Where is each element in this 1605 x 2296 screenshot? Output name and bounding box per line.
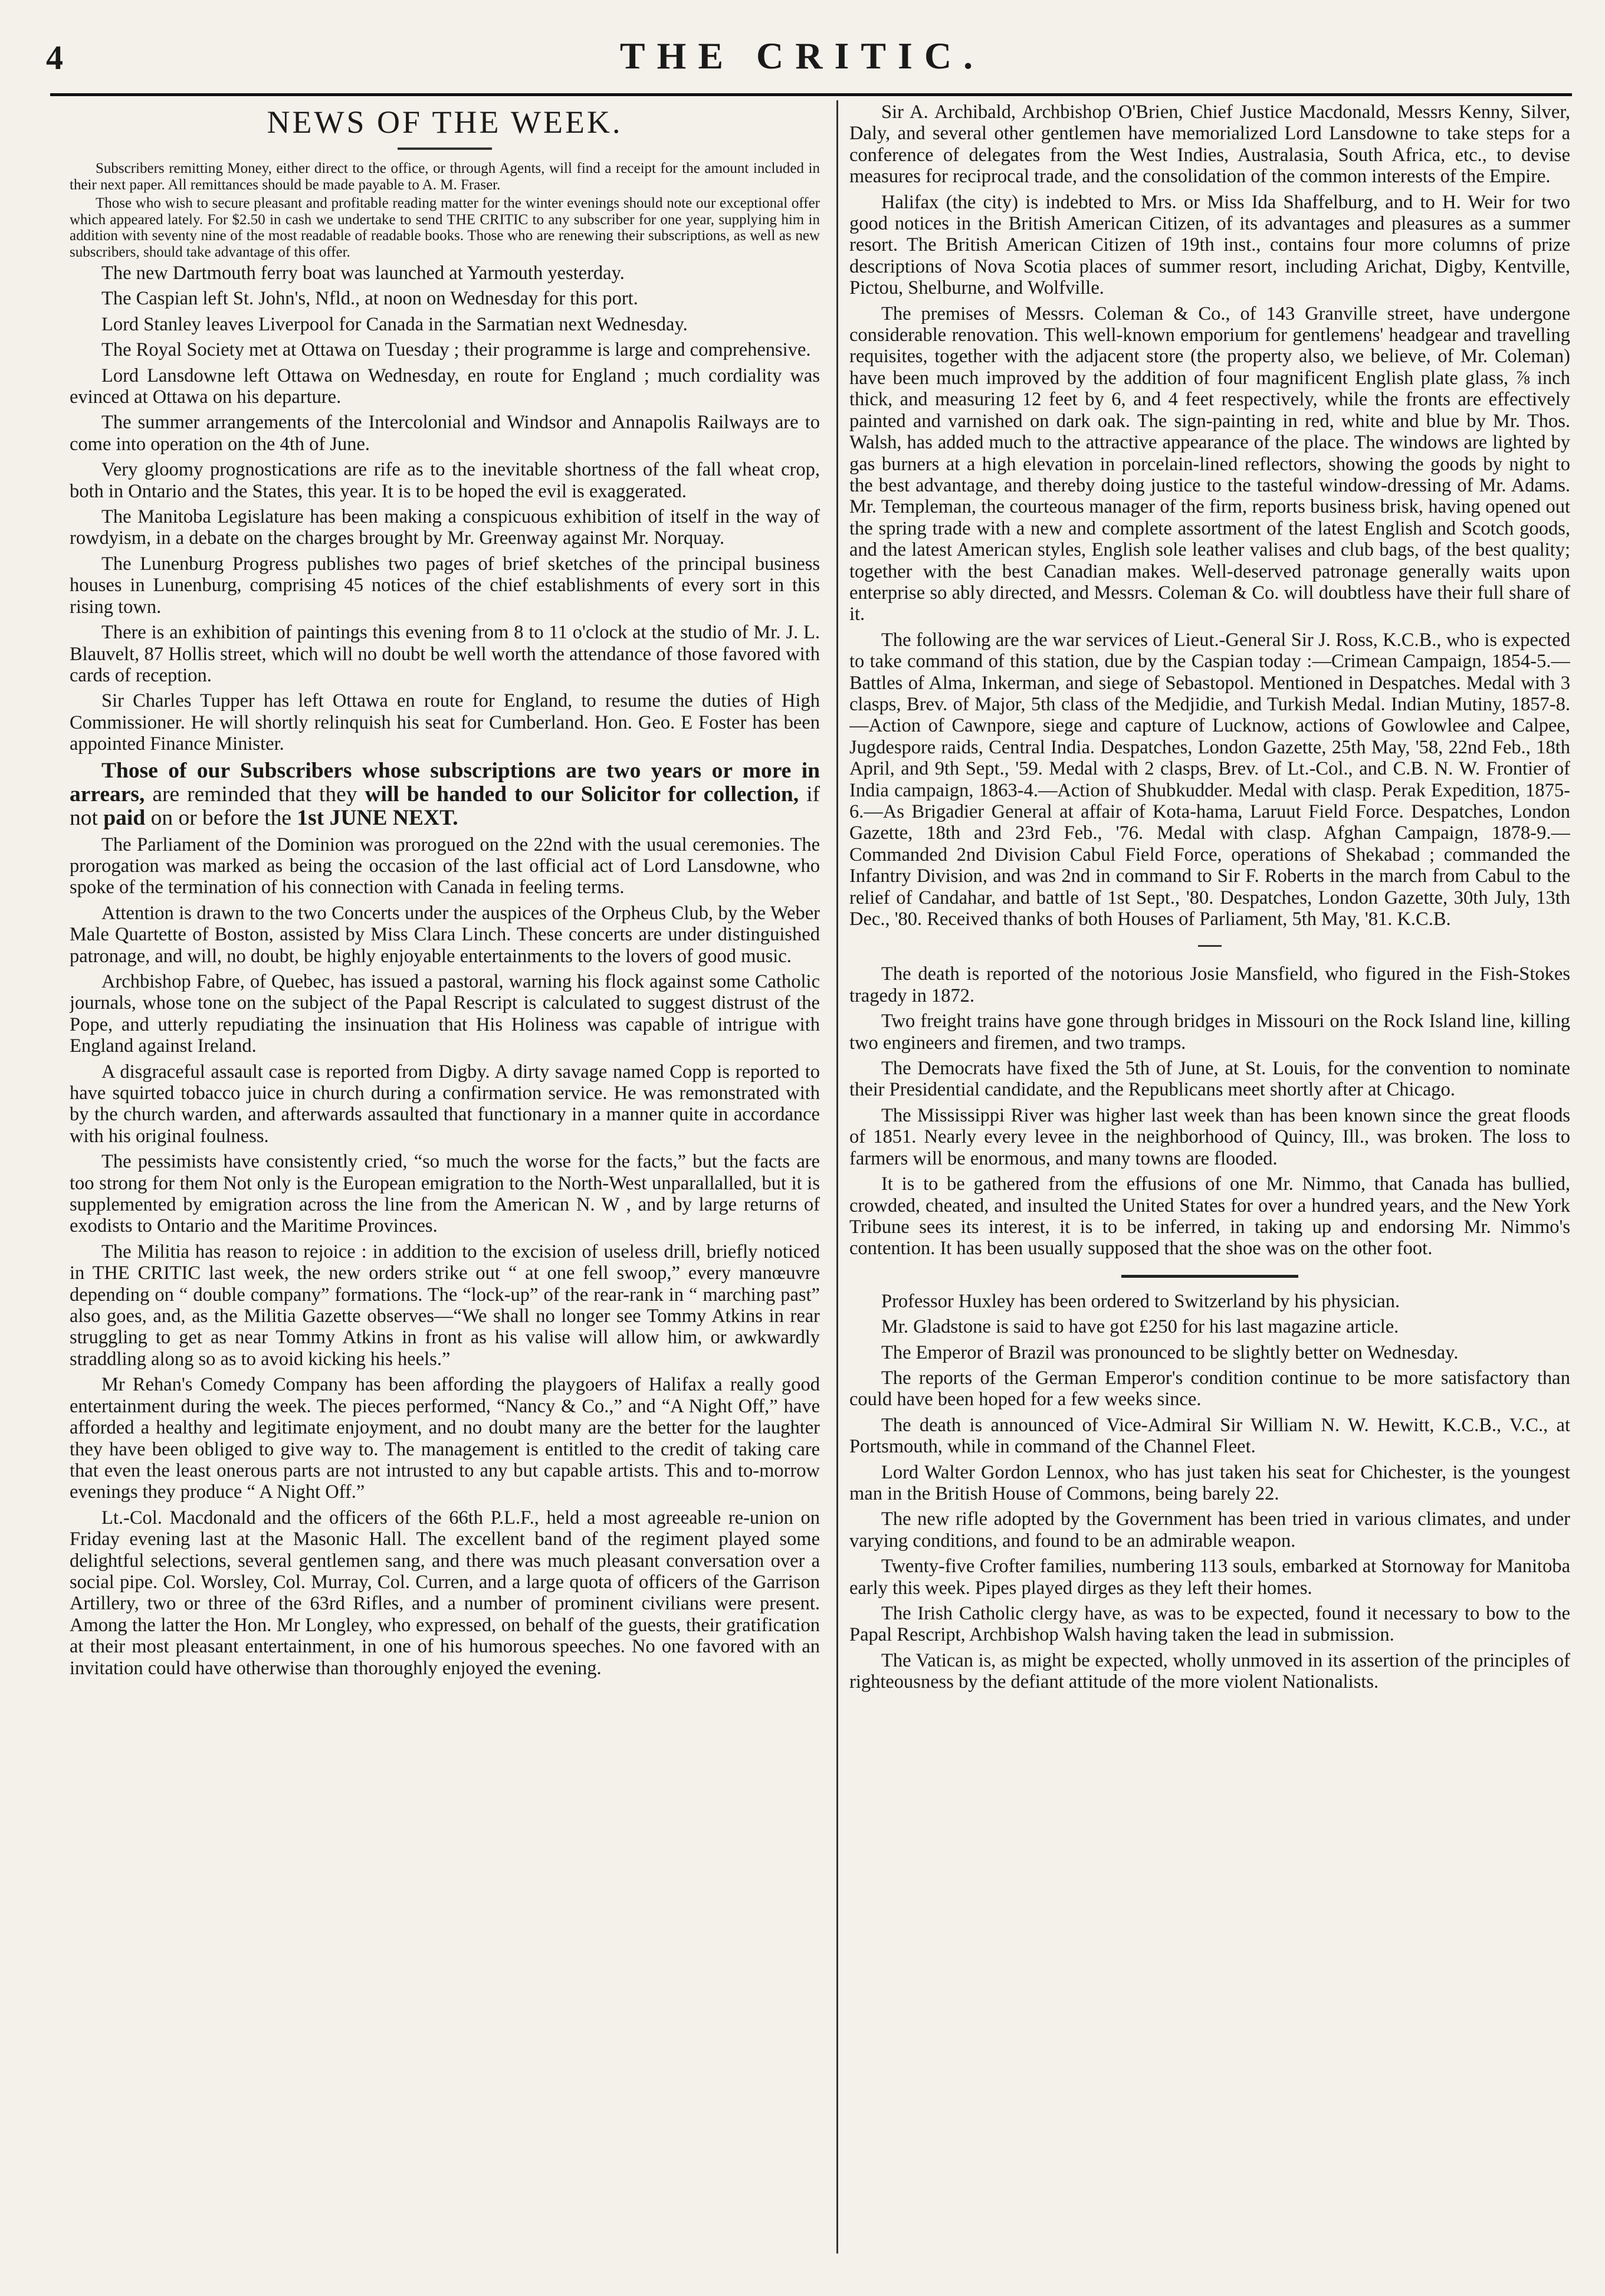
- news-item: The new rifle adopted by the Government has been tried in various climates, and under varying conditions, and found to be an admirable weapon.: [849, 1508, 1570, 1552]
- section-separator: [1198, 945, 1222, 947]
- column-divider: [836, 100, 838, 2254]
- arrears-notice-date: 1st JUNE NEXT.: [297, 805, 458, 830]
- section-heading: NEWS OF THE WEEK.: [267, 104, 623, 140]
- news-item: The Vatican is, as might be expected, wholly unmoved in its assertion of the principles of righteousness by the defiant attitude of the more violent Nationalists.: [849, 1649, 1570, 1693]
- winter-offer-notice: Those who wish to secure pleasant and profitable reading matter for the winter evenings should note our exceptional offer which appeared lately. For $2.50 in cash we undertake to send THE CRITIC to any subscriber for one year, supplying him in addition with seventy nine of the most readable of readable books. Those who are renewing their subscriptions, as well as new subscribers, should take advantage of this offer.: [70, 195, 820, 260]
- news-item: Sir A. Archibald, Archbishop O'Brien, Chief Justice Macdonald, Messrs Kenny, Silver, Daly, and several other gentlemen have memorialized Lord Lansdowne to take steps for a conference of delegates from the West Indies, Australasia, South Africa, etc., to devise measures for reciprocal trade, and the consolidation of the common interests of the Empire.: [849, 101, 1570, 188]
- arrears-notice-text: on or before the: [145, 805, 297, 830]
- news-item: Lord Walter Gordon Lennox, who has just taken his seat for Chichester, is the youngest man in the British House of Commons, being barely 22.: [849, 1461, 1570, 1504]
- arrears-notice-paid: paid: [103, 805, 146, 830]
- news-item: The Irish Catholic clergy have, as was to be expected, found it necessary to bow to the Papal Rescript, Archbishop Walsh having taken the lead in submission.: [849, 1603, 1570, 1646]
- news-item: The Royal Society met at Ottawa on Tuesday ; their programme is large and comprehensive.: [101, 339, 811, 361]
- heading-rule: [398, 147, 492, 150]
- news-item: Mr Rehan's Comedy Company has been affording the playgoers of Halifax a really good entertainment during the week. The pieces performed, “Nancy & Co.,” and “A Night Off,” have afforded a healthy and legitimate enjoyment, and no doubt many are the better for the laughter they have been obliged to give way to. The management is entitled to the credit of taking care that even the least onerous parts are not intrusted to any but capable artists. This and to-morrow evenings they produce “ A Night Off.”: [70, 1374, 820, 1503]
- news-item: Twenty-five Crofter families, numbering 113 souls, embarked at Stornoway for Manitoba early this week. Pipes played dirges as they left their homes.: [849, 1556, 1570, 1599]
- news-item: There is an exhibition of paintings this evening from 8 to 11 o'clock at the studio of Mr. J. L. Blauvelt, 87 Hollis street, which will no doubt be well worth the attendance of those favored with cards of reception.: [70, 622, 820, 686]
- news-item: Very gloomy prognostications are rife as to the inevitable shortness of the fall wheat crop, both in Ontario and the States, this year. It is to be hoped the evil is exaggerated.: [70, 459, 820, 502]
- page-header: [35, 34, 1569, 87]
- page-number: 4: [46, 38, 63, 77]
- news-item: The pessimists have consistently cried, “so much the worse for the facts,” but the facts are too strong for them Not only is the European emigration to the North-West unparallalled, but it is supplemented by emigration across the line from the American N. W , and by large returns of exodists to Ontario and the Maritime Provinces.: [70, 1151, 820, 1237]
- news-item: The Caspian left St. John's, Nfld., at noon on Wednesday for this port.: [101, 288, 638, 310]
- news-item: The premises of Messrs. Coleman & Co., of 143 Granville street, have undergone considerable renovation. This well-known emporium for gentlemens' headgear and travelling requisites, together with the adjacent store (the property also, we believe, of Mr. Coleman) have been much improved by the addition of four magnificent English plate glass, ⅞ inch thick, and measuring 12 feet by 6, and 4 feet respectively, while the fronts are effectively painted and varnished on dark oak. The sign-painting in red, white and blue by Mr. Thos. Walsh, has added much to the attractive appearance of the place. The windows are lighted by gas burners at a high elevation in porcelain-lined reflectors, showing the goods by night to the best advantage, and thereby doing justice to the tasteful window-dressing of Mr. Adams. Mr. Templeman, the courteous manager of the firm, reports business brisk, having opened out the spring trade with a new and complete assortment of the latest English and Scotch goods, and the latest American styles, English sole leather valises and club bags, of the best quality; together with the best Canadian makes. Well-deserved patronage generally waits upon enterprise so ably directed, and Messrs. Coleman & Co. will doubtless have their full share of it.: [849, 303, 1570, 625]
- news-item: The following are the war services of Lieut.-General Sir J. Ross, K.C.B., who is expected to take command of this station, due by the Caspian today :—Crimean Campaign, 1854-5.—Battles of Alma, Inkerman, and siege of Sebastopol. Mentioned in Despatches. Medal with 3 clasps, Brev. of Major, 5th class of the Medjidie, and Turkish Medal. Indian Mutiny, 1857-8.—Action of Cawnpore, siege and capture of Lucknow, actions of Gowlowlee and Calpee, Jugdespore raids, Central India. Despatches, London Gazette, 25th May, '58, 22nd Feb., 18th April, and 9th Sept., '59. Medal with 2 clasps, Brev. of Lt.-Col., and C.B. N. W. Frontier of India campaign, 1863-4.—Action of Shubkudder. Medal with clasp. Perak Expedition, 1875-6.—As Brigadier General at affair of Kota-hama, Laruut Field Force. Despatches, London Gazette, 18th and 23rd Feb., '76. Medal with clasp. Afghan Campaign, 1878-9.—Commanded 2nd Division Cabul Field Force, operations of Shekabad ; commanded the Infantry Division, and was 2nd in command to Sir F. Roberts in the march from Cabul to the relief of Candahar, and battle of 1st Sept., '80. Despatches, London Gazette, 30th July, 13th Dec., '80. Received thanks of both Houses of Parliament, 5th May, '81. K.C.B.: [849, 629, 1570, 930]
- news-item: Attention is drawn to the two Concerts under the auspices of the Orpheus Club, by the Weber Male Quartette of Boston, assisted by Miss Clara Linch. These concerts are under distinguished patronage, and will, no doubt, be highly enjoyable entertainments to the lovers of good music.: [70, 902, 820, 967]
- news-item: Lord Lansdowne left Ottawa on Wednesday, en route for England ; much cordiality was evinced at Ottawa on his departure.: [70, 365, 820, 408]
- news-item: The Democrats have fixed the 5th of June, at St. Louis, for the convention to nominate their Presidential candidate, and the Republicans meet shortly after at Chicago.: [849, 1058, 1570, 1101]
- news-item: The summer arrangements of the Intercolonial and Windsor and Annapolis Railways are to come into operation on the 4th of June.: [70, 412, 820, 455]
- news-item: The Manitoba Legislature has been making a conspicuous exhibition of itself in the way of rowdyism, in a debate on the charges brought by Mr. Greenway against Mr. Norquay.: [70, 506, 820, 549]
- news-item: The Lunenburg Progress publishes two pages of brief sketches of the principal business houses in Lunenburg, comprising 45 notices of the chief establishments of every sort in this rising town.: [70, 553, 820, 618]
- arrears-notice-lead: Those of our Subscribers whose subscriptions are two years or more in arrears,: [70, 758, 820, 806]
- news-item: The death is announced of Vice-Admiral Sir William N. W. Hewitt, K.C.B., V.C., at Portsmouth, while in command of the Channel Fleet.: [849, 1414, 1570, 1458]
- arrears-notice-text: if not: [70, 782, 820, 830]
- arrears-notice: [70, 759, 820, 830]
- news-item: Sir Charles Tupper has left Ottawa en route for England, to resume the duties of High Commissioner. He will shortly relinquish his seat for Cumberland. Hon. Geo. E Foster has been appointed Finance Minister.: [70, 690, 820, 755]
- arrears-notice-solicitor: will be handed to our Solicitor for collection,: [365, 782, 799, 806]
- right-column: [849, 101, 1570, 2255]
- subscriber-notice: Subscribers remitting Money, either direct to the office, or through Agents, will find a receipt for the amount included in their next paper. All remittances should be made payable to A. M. Fraser.: [70, 160, 820, 193]
- news-item: The Parliament of the Dominion was prorogued on the 22nd with the usual ceremonies. The prorogation was marked as being the occasion of the last official act of Lord Lansdowne, who spoke of the termination of his connection with Canada in feeling terms.: [70, 834, 820, 898]
- news-item: A disgraceful assault case is reported from Digby. A dirty savage named Copp is reported to have squirted tobacco juice in church during a confirmation service. He was remonstrated with by the church warden, and afterwards assaulted that functionary in a manner quite in accordance with his original foulness.: [70, 1061, 820, 1147]
- news-item: The reports of the German Emperor's condition continue to be more satisfactory than could have been hoped for a few weeks since.: [849, 1367, 1570, 1411]
- news-item: The Emperor of Brazil was pronounced to be slightly better on Wednesday.: [881, 1341, 1459, 1363]
- news-item: Two freight trains have gone through bridges in Missouri on the Rock Island line, killing two engineers and firemen, and two tramps.: [849, 1011, 1570, 1054]
- news-item: Lt.-Col. Macdonald and the officers of the 66th P.L.F., held a most agreeable re-union on Friday evening last at the Masonic Hall. The excellent band of the regiment played some delightful selections, several gentlemen sang, and there was much pleasant conversation over a social pipe. Col. Worsley, Col. Murray, Col. Curren, and a large quota of officers of the Garrison Artillery, two or three of the 63rd Rifles, and a number of prominent civilians were present. Among the latter the Hon. Mr Longley, who expressed, on behalf of the guests, their gratification at their most pleasant entertainment, in one of his humorous speeches. No one favored with an invitation could have otherwise than thoroughly enjoyed the evening.: [70, 1507, 820, 1679]
- left-column: [70, 101, 820, 2255]
- news-item: The Mississippi River was higher last week than has been known since the great floods of 1851. Nearly every levee in the neighborhood of Quincy, Ill., was broken. The loss to farmers will be enormous, and many towns are flooded.: [849, 1104, 1570, 1169]
- arrears-notice-text: are reminded that they: [145, 782, 365, 806]
- news-item: It is to be gathered from the effusions of one Mr. Nimmo, that Canada has bullied, crowded, cheated, and insulted the United States for over a hundred years, and the New York Tribune sees its interest, it is to be inferred, in taking up and endorsing Mr. Nimmo's contention. It has been usually supposed that the shoe was on the other foot.: [849, 1173, 1570, 1259]
- news-item: Professor Huxley has been ordered to Switzerland by his physician.: [881, 1290, 1400, 1312]
- news-item: The death is reported of the notorious Josie Mansfield, who figured in the Fish-Stokes tragedy in 1872.: [849, 963, 1570, 1006]
- news-item: Archbishop Fabre, of Quebec, has issued a pastoral, warning his flock against some Catholic journals, whose tone on the subject of the Papal Rescript is calculated to suggest distrust of the Pope, and utterly repudiating the insinuation that His Holiness was capable of intrigue with England against Ireland.: [70, 970, 820, 1057]
- section-separator: [1121, 1275, 1298, 1278]
- news-item: Lord Stanley leaves Liverpool for Canada in the Sarmatian next Wednesday.: [101, 313, 688, 335]
- news-item: The new Dartmouth ferry boat was launched at Yarmouth yesterday.: [101, 263, 625, 284]
- news-item: Halifax (the city) is indebted to Mrs. or Miss Ida Shaffelburg, and to H. Weir for two good notices in the British American Citizen, of its advantages and pleasures as a summer resort. The British American Citizen of 19th inst., contains four more columns of prize descriptions of Nova Scotia places of summer resort, including Arichat, Digby, Kentville, Pictou, Shelburne, and Wolfville.: [849, 191, 1570, 299]
- masthead-title: THE CRITIC.: [619, 35, 985, 77]
- news-item: Mr. Gladstone is said to have got £250 for his last magazine article.: [881, 1316, 1399, 1338]
- header-rule: [50, 93, 1572, 96]
- news-item: The Militia has reason to rejoice : in addition to the excision of useless drill, briefly noticed in THE CRITIC last week, the new orders strike out “ at one fell swoop,” every manœuvre depending on “ double company” formations. The “lock-up” of the rear-rank in “ marching past” also goes, and, as the Militia Gazette observes—“We shall no longer see Tommy Atkins in rear struggling to get as near Tommy Atkins in front as his valise will allow him, or awkwardly straddling along so as to avoid kicking his heels.”: [70, 1241, 820, 1370]
